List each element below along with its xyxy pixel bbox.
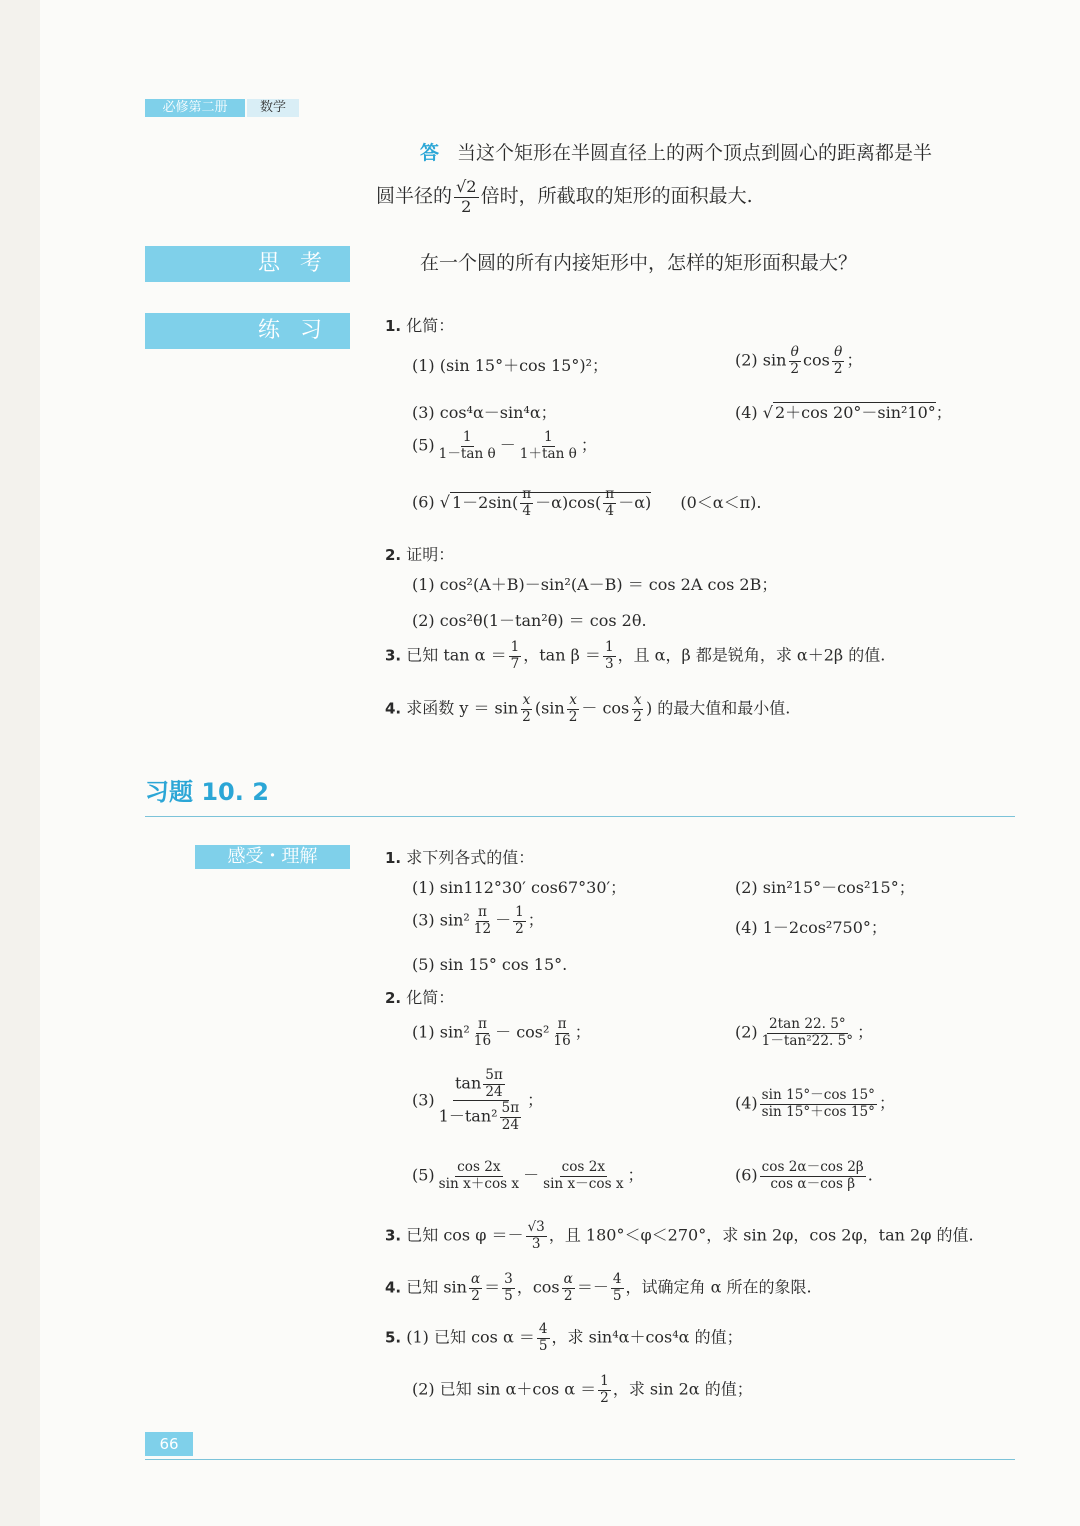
- answer-line-1: [420, 138, 932, 165]
- practice-q1-3: (3) cos⁴α－sin⁴α；: [412, 403, 557, 422]
- exercise-2-6: (6) $\frac{\cos 2\alpha-\cos 2\beta}{\text{cos α－cos β}}$ .: [735, 1159, 873, 1192]
- practice-q1-1: (1) (sin 15°＋cos 15°)²；: [412, 356, 608, 375]
- practice-q2-title: 2. 证明：: [385, 545, 455, 564]
- page-number: 66: [145, 1432, 193, 1456]
- answer-text-1: 当这个矩形在半圆直径上的两个顶点到圆心的距离都是半: [457, 142, 933, 164]
- answer-text-2b: 倍时，所截取的矩形的面积最大.: [480, 185, 753, 208]
- practice-q1-2: (2) sin $\frac{\theta}{2}$ cos $\frac{\theta}{2}$ ；: [735, 344, 863, 377]
- exercise-2-2: (2) $\frac{2\tan 22. 5^\circ}{\text{1－tan²22. 5°}}$ ；: [735, 1016, 874, 1049]
- exercise-1-4: (4) 1－2cos²750°；: [735, 918, 887, 937]
- think-text: 在一个圆的所有内接矩形中，怎样的矩形面积最大？: [420, 252, 858, 274]
- practice-q1-4: (4) √ 2＋cos 20°－sin²10°；: [735, 403, 952, 422]
- practice-q1-5: (5) $\frac{1}{\text{1－tan θ}}$ － $\frac{1}{\text{1＋tan θ}}$ ；: [412, 429, 597, 462]
- page-edge: [0, 0, 40, 1526]
- practice-q3: 3. 已知 tan α ＝ $\frac{1}{7}$ ，tan β ＝ $\frac{1}{3}$ ，且 α，β 都是锐角，求 α＋2β 的值.: [385, 639, 886, 672]
- exercise-4: 4. 已知 sin $\frac{\alpha}{2}$ ＝ $\frac{3}{5}$ ，cos $\frac{\alpha}{2}$ ＝－ $\frac{4}{5}$ ，试确定角 α 所在的象限.: [385, 1271, 812, 1304]
- answer-text-2a: 圆半径的: [376, 185, 453, 208]
- exercise-title: 习题 10. 2: [145, 778, 269, 806]
- practice-q2-1: (1) cos²(A＋B)－sin²(A－B) ＝ cos 2A cos 2B；: [412, 575, 778, 594]
- exercise-2-1: (1) sin² $\frac{\pi}{16}$ － cos² $\frac{\pi}{16}$ ；: [412, 1016, 591, 1049]
- exercise-1-title: 1. 求下列各式的值：: [385, 848, 535, 867]
- exercise-1-3: (3) sin² $\frac{\pi}{12}$ － $\frac{1}{2}$ ；: [412, 904, 544, 937]
- section-label: 感受・理解: [195, 845, 350, 869]
- exercise-1-2: (2) sin²15°－cos²15°；: [735, 878, 915, 897]
- subject-tag: 数学: [247, 99, 299, 117]
- exercise-1-1: (1) sin112°30′ cos67°30′；: [412, 878, 627, 897]
- answer-line-2: 圆半径的 $\frac{√2}{2}$ 倍时，所截取的矩形的面积最大.: [376, 177, 753, 216]
- practice-q1-6: (6) √ 1－2sin( $\frac{\pi}{4}$ －α)cos( $\frac{\pi}{4}$ －α) (0＜α＜π).: [412, 486, 762, 519]
- exercise-2-4: (4) $\frac{\sin 15^\circ-\cos 15^\circ}{\sin 15^\circ+\cos 15^\circ}$ ；: [735, 1087, 895, 1120]
- exercise-2-5: (5) $\frac{\cos 2x}{\text{sin x＋cos x}}$ － $\frac{\cos 2x}{\text{sin x－cos x}}$ ；: [412, 1159, 644, 1192]
- practice-q4: 4. 求函数 y ＝ sin $\frac{x}{2}$ (sin $\frac{x}{2}$ － cos $\frac{x}{2}$ ) 的最大值和最小值.: [385, 692, 791, 725]
- practice-q1-title: 1. 化简：: [385, 316, 455, 335]
- practice-q2-2: (2) cos²θ(1－tan²θ) ＝ cos 2θ.: [412, 611, 647, 630]
- practice-box: 练习: [145, 313, 350, 349]
- exercise-3: 3. 已知 cos φ ＝－ $\frac{√3}{3}$ ，且 180°＜φ＜270°，求 sin 2φ，cos 2φ，tan 2φ 的值.: [385, 1219, 974, 1252]
- footer-rule: [145, 1459, 1015, 1460]
- exercise-5-2: (2) 已知 sin α＋cos α ＝ $\frac{1}{2}$ ，求 sin 2α 的值；: [412, 1373, 753, 1406]
- exercise-5-1: 5. (1) 已知 cos α ＝ $\frac{4}{5}$ ，求 sin⁴α＋cos⁴α 的值；: [385, 1321, 743, 1354]
- book-tag: 必修第二册: [145, 99, 245, 117]
- exercise-2-3: (3) tan $\frac{5\pi}{24}$ 1－tan² $\frac{5\pi}{24}$ ；: [412, 1067, 544, 1133]
- exercise-1-5: (5) sin 15° cos 15°.: [412, 955, 568, 974]
- exercise-rule: [145, 816, 1015, 817]
- exercise-2-title: 2. 化简：: [385, 988, 455, 1007]
- answer-label: 答: [420, 142, 440, 164]
- think-box: 思考: [145, 246, 350, 282]
